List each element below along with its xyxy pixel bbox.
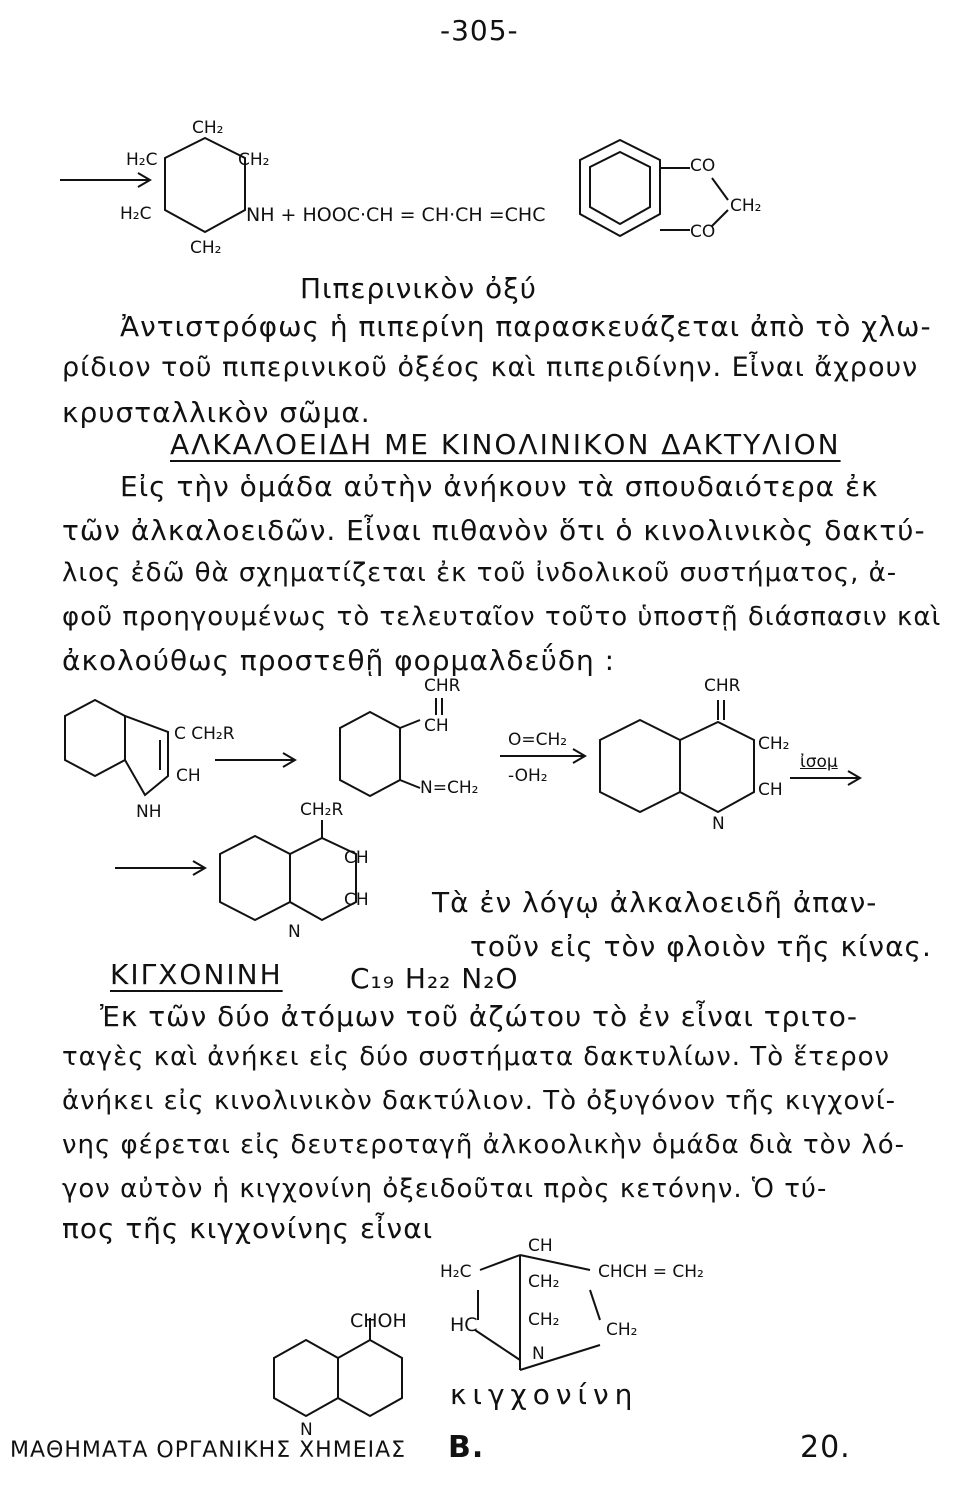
cinchonine-quinoline: [274, 1340, 338, 1416]
ring-label: CO: [690, 156, 716, 176]
product-benzene-ring: [600, 720, 680, 812]
chem-label: HC: [450, 1314, 478, 1336]
footer-volume: Β.: [448, 1430, 485, 1465]
chem-label: CHOH: [350, 1310, 407, 1332]
intermediate-ring: [340, 712, 400, 796]
chem-label: CH₂: [606, 1320, 638, 1340]
text-line: Ἐκ τῶν δύο ἀτόμων τοῦ ἀζώτου τὸ ἐν εἶναι τριτο-: [100, 1000, 858, 1033]
reagent-label: O=CH₂: [508, 730, 568, 750]
chem-label: CHCH = CH₂: [598, 1262, 704, 1282]
final-benzene-ring: [220, 836, 290, 920]
text-line: Τὰ ἐν λόγῳ ἀλκαλοειδῆ ἀπαν-: [432, 886, 878, 919]
chem-label: CH₂: [758, 734, 790, 754]
piperidine-ring: [165, 138, 245, 232]
chem-label: NH: [136, 802, 162, 822]
chem-label: CHR: [704, 676, 741, 696]
text-line: ἀνήκει εἰς κινολινικὸν δακτύλιον. Τὸ ὀξυγόνον τῆς κιγχονί-: [62, 1086, 897, 1116]
ring-label: CO: [690, 222, 716, 242]
text-line: ἀκολούθως προστεθῇ φορμαλδεΰδη :: [62, 644, 616, 677]
text-line: λιος ἐδῶ θὰ σχηματίζεται ἐκ τοῦ ἰνδολικοῦ συστήματος, ἀ-: [62, 558, 898, 588]
text-line: πος τῆς κιγχονίνης εἶναι: [62, 1212, 434, 1245]
chem-label: CH₂: [528, 1272, 560, 1292]
text-line: νης φέρεται εἰς δευτεροταγῆ ἀλκοολικὴν ὁμάδα διὰ τὸν λό-: [62, 1130, 906, 1160]
section-heading: ΑΛΚΑΛΟΕΙΔΗ ΜΕ ΚΙΝΟΛΙΝΙΚΟΝ ΔΑΚΤΥΛΙΟΝ: [170, 428, 841, 461]
chem-label: N: [300, 1420, 313, 1440]
text-line: τοῦν εἰς τὸν φλοιὸν τῆς κίνας.: [470, 930, 932, 963]
chem-label: CH₂R: [300, 800, 344, 820]
isomerization-label: ἰσομ: [800, 752, 838, 772]
chem-label: N: [712, 814, 725, 834]
chem-label: CH: [758, 780, 783, 800]
chem-label: CH: [176, 766, 201, 786]
ring-label: CH₂: [730, 196, 762, 216]
chem-label: CH: [528, 1236, 553, 1256]
text-line: κρυσταλλικὸν σῶμα.: [62, 396, 371, 429]
chem-label: CH: [344, 848, 369, 868]
chem-label: CH: [344, 890, 369, 910]
text-line: φοῦ προηγουμένως τὸ τελευταῖον τοῦτο ὑποστῇ διάσπασιν καὶ: [62, 602, 942, 632]
ring-label: H₂C: [120, 204, 152, 224]
text-line: ρίδιον τοῦ πιπερινικοῦ ὀξέος καὶ πιπεριδίνην. Εἶναι ἄχρουν: [62, 352, 919, 383]
text-line: γον αὐτὸν ἡ κιγχονίνη ὀξειδοῦται πρὸς κετόνην. Ὁ τύ-: [62, 1174, 828, 1204]
structure-caption: κιγχονίνη: [450, 1378, 639, 1411]
footer-book-title: ΜΑΘΗΜΑΤΑ ΟΡΓΑΝΙΚΗΣ ΧΗΜΕΙΑΣ: [10, 1438, 407, 1463]
chem-label: CH₂: [528, 1310, 560, 1330]
text-line: Εἰς τὴν ὁμάδα αὐτὴν ἀνήκουν τὰ σπουδαιότερα ἐκ: [120, 470, 879, 503]
ring-label: CH₂: [238, 150, 270, 170]
benzene-ring-right: [580, 140, 660, 236]
chem-label: CH: [424, 716, 449, 736]
chem-label: CHR: [424, 676, 461, 696]
chem-label: C CH₂R: [174, 724, 235, 744]
reaction-equation: NH + HOOC·CH = CH·CH =CHC: [246, 204, 546, 226]
text-line: Ἀντιστρόφως ἡ πιπερίνη παρασκευάζεται ἀπὸ τὸ χλω-: [120, 310, 932, 343]
text-line: ταγὲς καὶ ἀνήκει εἰς δύο συστήματα δακτυλίων. Τὸ ἕτερον: [62, 1042, 891, 1072]
byproduct-label: -OH₂: [508, 766, 548, 786]
ring-label: CH₂: [192, 118, 224, 138]
indole-benzene-ring: [65, 700, 125, 776]
text-line: τῶν ἀλκαλοειδῶν. Εἶναι πιθανὸν ὅτι ὁ κινολινικὸς δακτύ-: [62, 514, 926, 547]
section-heading: ΚΙΓΧΟΝΙΝΗ: [110, 958, 283, 991]
structure-caption: Πιπερινικὸν ὀξύ: [300, 272, 538, 305]
chem-label: H₂C: [440, 1262, 472, 1282]
chem-label: N: [532, 1344, 545, 1364]
molecular-formula: C₁₉ H₂₂ N₂O: [350, 962, 519, 995]
chem-label: N=CH₂: [420, 778, 479, 798]
chem-label: N: [288, 922, 301, 942]
ring-label: H₂C: [126, 150, 158, 170]
footer-sheet-number: 20.: [800, 1430, 851, 1465]
ring-label: CH₂: [190, 238, 222, 258]
page-number: -305-: [440, 14, 519, 47]
